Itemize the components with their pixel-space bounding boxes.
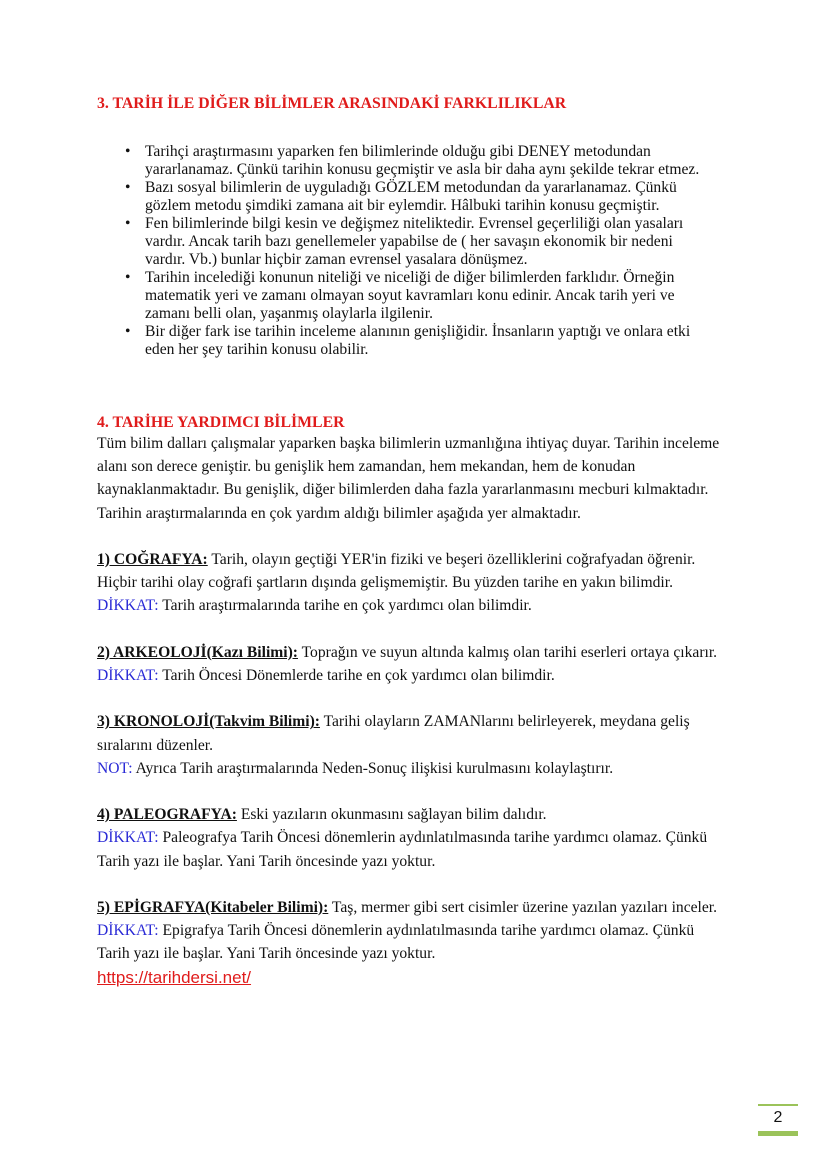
section-4-body [97,432,727,990]
note: DİKKAT: Tarih Öncesi Dönemlerde tarihe en çok yardımcı olan bilimdir. [97,667,555,684]
bullet-icon: • [125,143,131,160]
page-number-footer [758,1104,798,1136]
list-item: • Bir diğer fark ise tarihin inceleme alanının genişliğidir. İnsanların yaptığı ve onlara etki eden her şey tarihin konusu olabilir. [125,323,691,358]
note: DİKKAT: Paleografya Tarih Öncesi dönemlerin aydınlatılmasında tarihe yardımcı olamaz. Çünkü Tarih yazı ile başlar. Yani Tarih öncesinde yazı yoktur. [97,829,708,870]
section-4-heading: 4. TARİHE YARDIMCI BİLİMLER [97,414,345,431]
list-item: • Tarihin incelediği konunun niteliği ve niceliği de diğer bilimlerden farklıdır. Örneğin matematik yeri ve zamanı olmayan soyut kavramları konu edinir. Ancak tarih yeri ve zamanı belli olan, yaşanmış olaylarla ilgilenir. [125,269,675,322]
note: DİKKAT: Tarih araştırmalarında tarihe en çok yardımcı olan bilimdir. [97,597,532,615]
list-item: • Tarihçi araştırmasını yaparken fen bilimlerinde olduğu gibi DENEY metodundan yararlanamaz. Çünkü tarihin konusu geçmiştir ve asla bir daha aynı şekilde tekrar etmez. [125,143,700,178]
science-item-geography: 1) COĞRAFYA: Tarih, olayın geçtiği YER'in fiziki ve beşeri özelliklerini coğrafyadan öğrenir. Hiçbir tarihi olay coğrafi şartların dışında gelişmemiştir. Bu yüzden tarihe en yakın bilimdir. [97,551,696,592]
science-item-chronology: 3) KRONOLOJİ(Takvim Bilimi): Tarihi olayların ZAMANlarını belirleyerek, meydana geliş sıralarını düzenler. [97,713,690,754]
differences-bullet-list [125,143,700,359]
footer-divider [758,1104,798,1106]
science-item-archaeology: 2) ARKEOLOJİ(Kazı Bilimi): Toprağın ve suyun altında kalmış olan tarihi eserleri ortaya çıkarır. [97,643,718,661]
bullet-icon: • [125,323,131,340]
bullet-icon: • [125,269,131,286]
science-item-epigraphy: 5) EPİGRAFYA(Kitabeler Bilimi): Taş, mermer gibi sert cisimler üzerine yazılan yazıları inceler. [97,898,718,916]
science-item-paleography: 4) PALEOGRAFYA: Eski yazıların okunmasını sağlayan bilim dalıdır. [97,806,547,824]
note: NOT: Ayrıca Tarih araştırmalarında Neden-Sonuç ilişkisi kurulmasını kolaylaştırır. [97,759,614,777]
list-item: • Fen bilimlerinde bilgi kesin ve değişmez niteliktedir. Evrensel geçerliliği olan yasaları vardır. Ancak tarih bazı genellemeler yapabilse de ( her savaşın ekonomik bir nedeni vardır. Vb.) bunlar hiçbir zaman evrensel yasalara dönüşmez. [125,215,684,268]
section-3-heading: 3. TARİH İLE DİĞER BİLİMLER ARASINDAKİ FARKLILIKLAR [97,95,567,112]
footer-bar [758,1131,798,1136]
intro-paragraph: Tüm bilim dalları çalışmalar yaparken başka bilimlerin uzmanlığına ihtiyaç duyar. Tarihin inceleme alanı son derece geniştir. bu genişlik hem zamandan, hem mekandan, hem de konudan kaynaklanmaktadır. Bu genişlik, diğer bilimlerden daha fazla yararlanmasını mecburi kılmaktadır. Tarihin araştırmalarında en çok yardım aldığı bilimler aşağıda yer almaktadır. [97,435,720,522]
page-number: 2 [773,1109,783,1126]
list-item: • Bazı sosyal bilimlerin de uyguladığı GÖZLEM metodundan da yararlanamaz. Çünkü gözlem metodu şimdiki zamana ait bir eylemdir. Hâlbuki tarihin konusu geçmiştir. [125,179,677,214]
website-link[interactable]: https://tarihdersi.net/ [97,967,252,987]
note: DİKKAT: Epigrafya Tarih Öncesi dönemlerin aydınlatılmasında tarihe yardımcı olamaz. Çünkü Tarih yazı ile başlar. Yani Tarih öncesinde yazı yoktur. [97,922,695,963]
bullet-icon: • [125,215,131,232]
bullet-icon: • [125,179,131,196]
